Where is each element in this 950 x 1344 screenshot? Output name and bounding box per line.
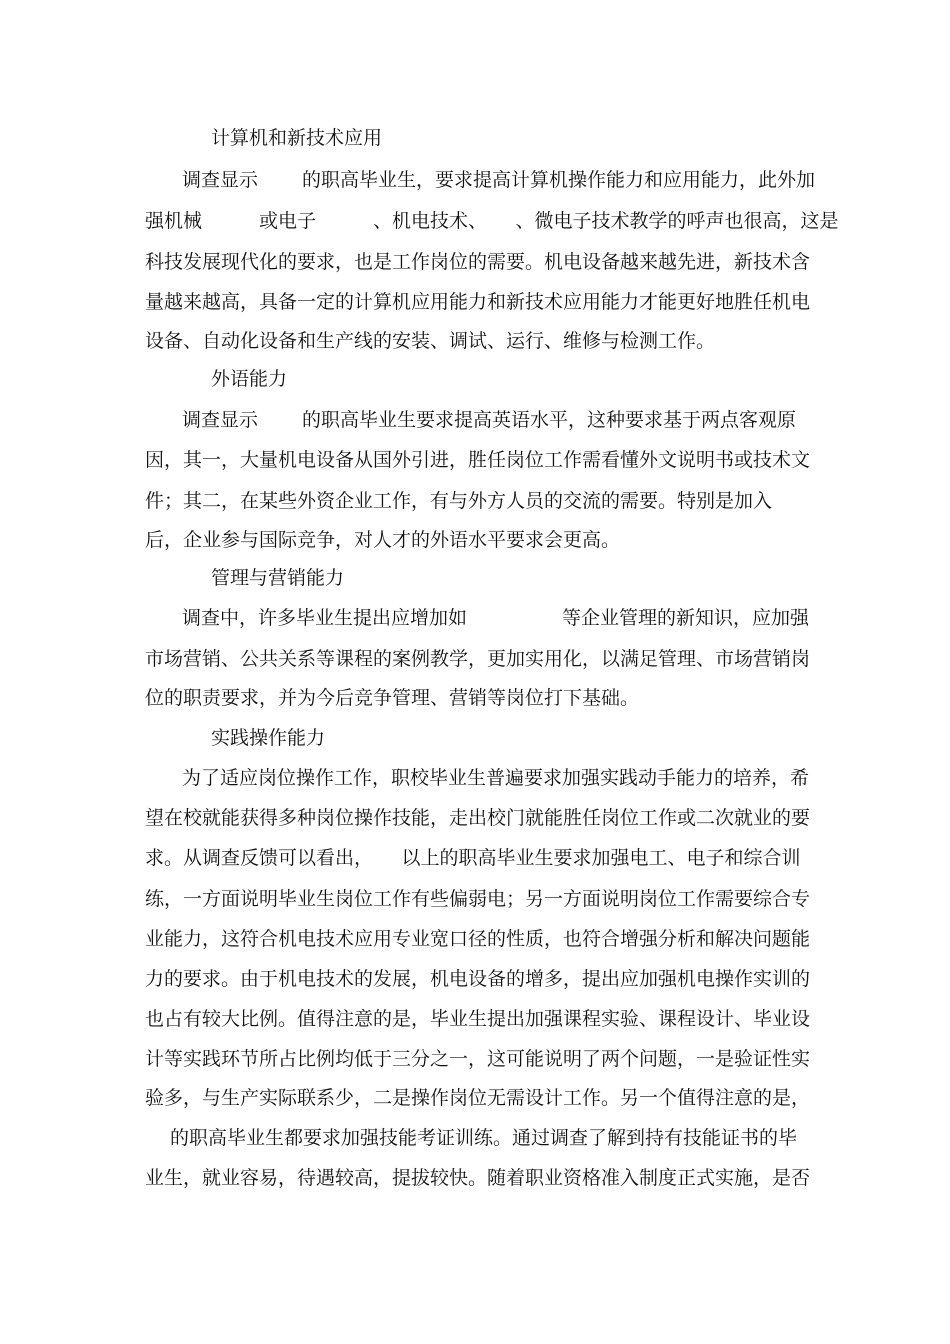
- paragraph-line: 强机械 或电子 、机电技术、 、微电子技术教学的呼声也很高，这是: [145, 210, 839, 232]
- paragraph-line: 业能力，这符合机电技术应用专业宽口径的性质，也符合增强分析和解决问题能: [145, 928, 811, 950]
- paragraph-line: 调查显示 的职高毕业生要求提高英语水平，这种要求基于两点客观原: [182, 409, 797, 431]
- paragraph-line: 的职高毕业生都要求加强技能考证训练。通过调查了解到持有技能证书的毕: [170, 1127, 798, 1149]
- paragraph-line: 为了适应岗位操作工作，职校毕业生普遍要求加强实践动手能力的培养，希: [182, 767, 810, 789]
- paragraph-line: 求。从调查反馈可以看出， 以上的职高毕业生要求加强电工、电子和综合训: [145, 847, 801, 869]
- paragraph-line: 因，其一，大量机电设备从国外引进，胜任岗位工作需看懂外文说明书或技术文: [145, 449, 811, 471]
- section-heading-management: 管理与营销能力: [211, 567, 345, 589]
- paragraph-line: 望在校就能获得多种岗位操作技能，走出校门就能胜任岗位工作或二次就业的要: [145, 807, 811, 829]
- paragraph-line: 量越来越高，具备一定的计算机应用能力和新技术应用能力才能更好地胜任机电: [145, 291, 811, 313]
- paragraph-line: 调查显示 的职高毕业生，要求提高计算机操作能力和应用能力，此外加: [182, 169, 816, 191]
- paragraph-line: 业生，就业容易，待遇较高，提拔较快。随着职业资格准入制度正式实施，是否: [145, 1167, 811, 1189]
- paragraph-line: 位的职责要求，并为今后竞争管理、营销等岗位打下基础。: [145, 687, 640, 709]
- paragraph-line: 科技发展现代化的要求，也是工作岗位的需要。机电设备越来越先进，新技术含: [145, 251, 811, 273]
- paragraph-line: 练，一方面说明毕业生岗位工作有些偏弱电；另一方面说明岗位工作需要综合专: [145, 888, 811, 910]
- paragraph-line: 也占有较大比例。值得注意的是，毕业生提出加强课程实验、课程设计、毕业设: [145, 1008, 811, 1030]
- paragraph-line: 后，企业参与国际竞争，对人才的外语水平要求会更高。: [145, 529, 621, 551]
- paragraph-line: 验多，与生产实际联系少，二是操作岗位无需设计工作。另一个值得注意的是，: [145, 1087, 811, 1109]
- paragraph-line: 力的要求。由于机电技术的发展，机电设备的增多，提出应加强机电操作实训的: [145, 968, 811, 990]
- section-heading-practice: 实践操作能力: [211, 727, 326, 749]
- paragraph-line: 调查中，许多毕业生提出应增加如 等企业管理的新知识，应加强: [182, 607, 810, 629]
- paragraph-line: 设备、自动化设备和生产线的安装、调试、运行、维修与检测工作。: [145, 330, 716, 352]
- paragraph-line: 市场营销、公共关系等课程的案例教学，更加实用化，以满足管理、市场营销岗: [145, 648, 811, 670]
- section-heading-computer: 计算机和新技术应用: [211, 127, 383, 149]
- section-heading-foreign-language: 外语能力: [211, 368, 288, 390]
- paragraph-line: 计等实践环节所占比例均低于三分之一，这可能说明了两个问题，一是验证性实: [145, 1048, 811, 1070]
- paragraph-line: 件；其二，在某些外资企业工作，有与外方人员的交流的需要。特别是加入: [145, 490, 773, 512]
